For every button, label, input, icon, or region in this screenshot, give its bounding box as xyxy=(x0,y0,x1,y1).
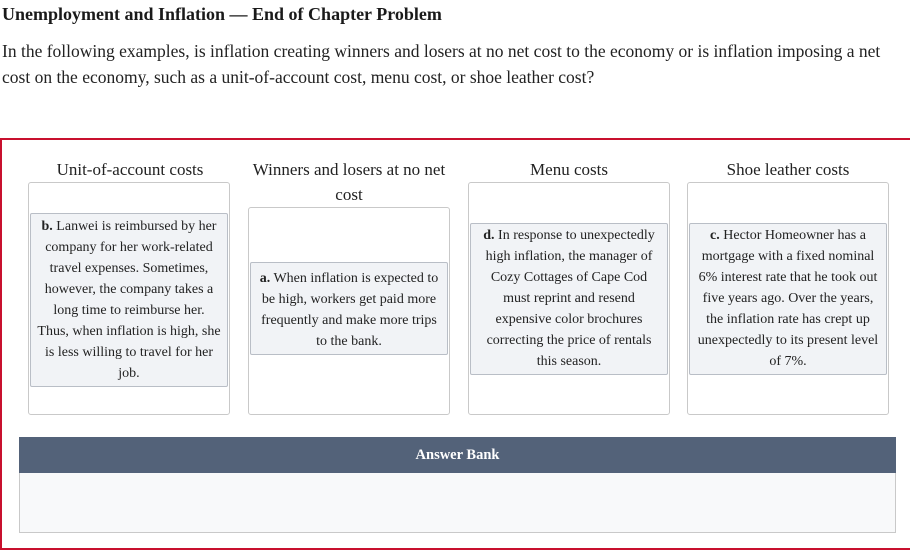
question-prompt: In the following examples, is inflation creating winners and losers at no net cost to the economy or is inflation imposing a net cost on the economy, such as a unit-of-account cost, menu cost, or shoe leather cost? xyxy=(2,41,881,87)
card-letter: c. xyxy=(710,228,720,243)
drop-bin-winners-losers[interactable] xyxy=(248,207,450,415)
answer-card-b[interactable] xyxy=(30,213,228,387)
page-title: Unemployment and Inflation — End of Chapter Problem xyxy=(2,4,442,24)
card-text: When inflation is expected to be high, workers get paid more frequently and make more trips to the bank. xyxy=(261,271,439,349)
drop-bin-menu-costs[interactable] xyxy=(468,182,670,415)
drop-bin-shoe-leather[interactable] xyxy=(687,182,889,415)
category-header-shoe-leather: Shoe leather costs xyxy=(726,160,850,179)
category-header-winners-losers: Winners and losers at no net cost xyxy=(252,160,446,204)
card-letter: b. xyxy=(41,219,53,234)
card-letter: d. xyxy=(483,228,495,243)
card-text: In response to unexpectedly high inflation, the manager of Cozy Cottages of Cape Cod must reprint and resend expensive color brochures correcting the price of rentals this season. xyxy=(485,228,655,369)
answer-card-d[interactable] xyxy=(470,223,668,375)
category-header-menu-costs: Menu costs xyxy=(530,160,608,179)
drag-and-drop-area xyxy=(0,138,910,550)
answer-card-c[interactable] xyxy=(689,223,887,375)
answer-bank-drop-zone[interactable] xyxy=(19,473,896,533)
category-header-unit-of-account: Unit-of-account costs xyxy=(56,160,204,179)
answer-bank-header: Answer Bank xyxy=(19,437,896,473)
answer-card-a[interactable] xyxy=(250,262,448,355)
card-text: Hector Homeowner has a mortgage with a fixed nominal 6% interest rate that he took out five years ago. Over the years, the inflation rate has crept up unexpectedly to its present level of 7%. xyxy=(697,228,879,369)
card-text: Lanwei is reimbursed by her company for her work-related travel expenses. Sometimes, however, the company takes a long time to reimburse her. Thus, when inflation is high, she is less willing to travel for her job. xyxy=(37,219,221,381)
drop-bin-unit-of-account[interactable] xyxy=(28,182,230,415)
card-letter: a. xyxy=(259,271,271,286)
